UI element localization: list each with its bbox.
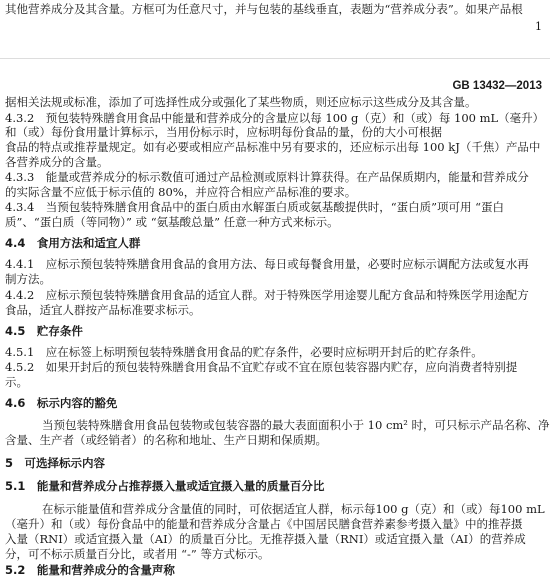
clause-4-3-3: 4.3.3 能量或营养成分的标示数值可通过产品检测或原料计算获得。在产品保质期内，能量和营养成分: [5, 170, 529, 184]
clause-4-4-1: 4.4.1 应标示预包装特殊膳食用食品的食用方法、每日或每餐食用量，必要时应标示调配方法或复水再: [5, 257, 529, 271]
page-divider: [0, 58, 550, 59]
section-heading-4-4: 4.4 食用方法和适宜人群: [5, 236, 141, 250]
body-line: 当预包装特殊膳食用食品包装物或包装容器的最大表面面积小于 10 cm² 时，可只标示产品名称、净: [42, 418, 550, 432]
body-line: 含量、生产者（或经销者）的名称和地址、生产日期和保质期。: [5, 433, 327, 447]
clause-4-5-1: 4.5.1 应在标签上标明预包装特殊膳食用食品的贮存条件，必要时应标明开封后的贮存条件。: [5, 345, 483, 359]
body-line: （毫升）和（或）每份食品中的能量和营养成分含量占《中国居民膳食营养素参考摄入量》中的推荐摄: [5, 517, 523, 531]
body-line: 质”、“蛋白质（等同物）” 或 “氨基酸总量” 任意一种方式来标示。: [5, 215, 339, 229]
clause-4-4-2: 4.4.2 应标示预包装特殊膳食用食品的适宜人群。对于特殊医学用途婴儿配方食品和特殊医学用途配方: [5, 288, 529, 302]
body-line: 分，可不标示质量百分比，或者用 “-” 等方式标示。: [5, 547, 270, 561]
page-number: 1: [535, 20, 542, 33]
body-line: 的实际含量不应低于标示值的 80%，并应符合相应产品标准的要求。: [5, 185, 357, 199]
body-line: 据相关法规或标准，添加了可选择性成分或强化了某些物质，则还应标示这些成分及其含量。: [5, 95, 477, 109]
section-heading-4-6: 4.6 标示内容的豁免: [5, 396, 118, 410]
body-line: 示。: [5, 375, 28, 389]
continued-text: 其他营养成分及其含量。方框可为任意尺寸，并与包装的基线垂直，表题为“营养成分表”。如果产品根: [5, 2, 523, 16]
body-line: 制方法。: [5, 272, 51, 286]
section-heading-4-5: 4.5 贮存条件: [5, 324, 83, 338]
body-line: 各营养成分的含量。: [5, 155, 109, 169]
body-line: 在标示能量值和营养成分含量值的同时，可依据适宜人群，标示每100 g（克）和（或）每100 mL: [42, 502, 545, 516]
body-line: 食品的特点或推荐量规定。如有必要或相应产品标准中另有要求的，还应标示出每 100 kJ（千焦）产品中: [5, 140, 541, 154]
section-heading-5-1: 5.1 能量和营养成分占推荐摄入量或适宜摄入量的质量百分比: [5, 479, 325, 493]
section-heading-5-2: 5.2 能量和营养成分的含量声称: [5, 563, 175, 577]
section-heading-5: 5 可选择标示内容: [5, 456, 106, 470]
body-line: 入量（RNI）或适宜摄入量（AI）的质量百分比。无推荐摄入量（RNI）或适宜摄入量（AI）的营养成: [5, 532, 526, 546]
clause-4-3-4: 4.3.4 当预包装特殊膳食用食品中的蛋白质由水解蛋白质或氨基酸提供时，“蛋白质”项可用 “蛋白: [5, 200, 505, 214]
body-line: 和（或）每份食用量计算标示，当用份标示时，应标明每份食品的量，份的大小可根据: [5, 125, 442, 139]
clause-4-5-2: 4.5.2 如果开封后的预包装特殊膳食用食品不宜贮存或不宜在原包装容器内贮存，应向消费者特别提: [5, 360, 518, 374]
standard-code: GB 13432—2013: [452, 80, 542, 92]
clause-4-3-2: 4.3.2 预包装特殊膳食用食品中能量和营养成分的含量应以每 100 g（克）和（或）每 100 mL（毫升）: [5, 111, 545, 125]
body-line: 食品，适宜人群按产品标准要求标示。: [5, 303, 201, 317]
